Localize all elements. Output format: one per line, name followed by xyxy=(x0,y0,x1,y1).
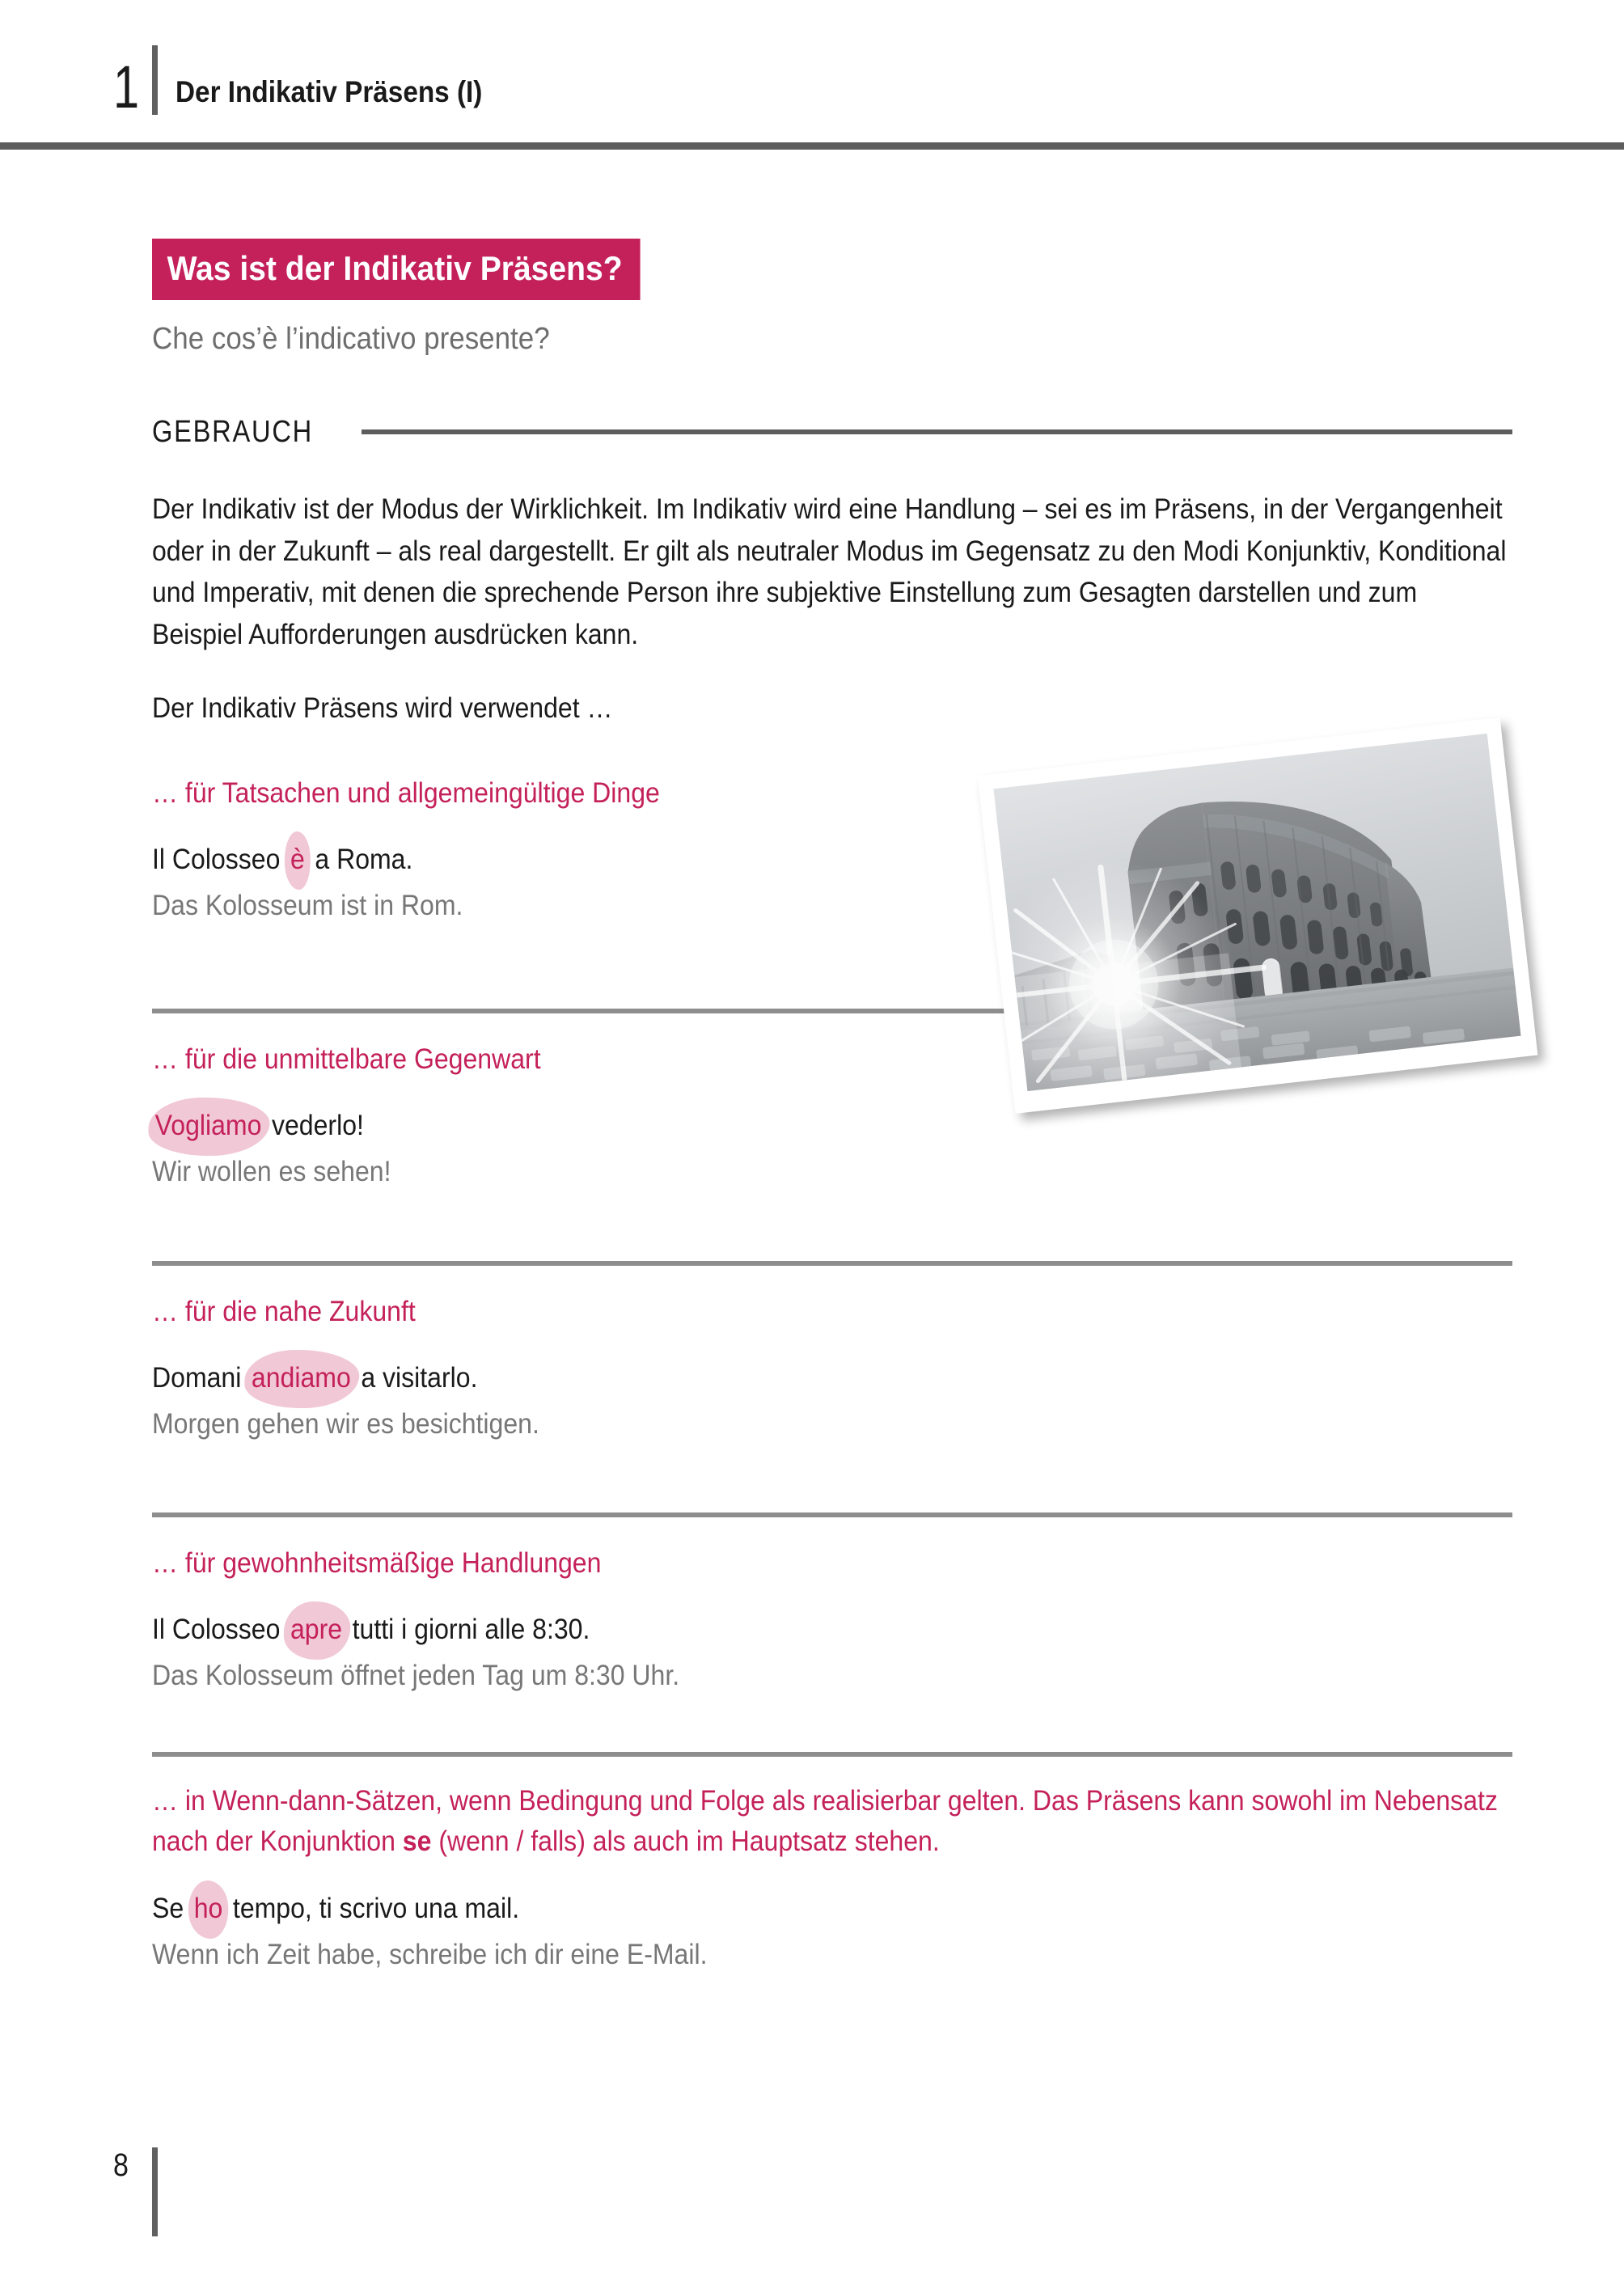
example-text-before: Il Colosseo xyxy=(152,843,288,875)
highlighted-verb: è xyxy=(287,841,307,879)
section-banner: Was ist der Indikativ Präsens? xyxy=(152,239,641,300)
chapter-title: Der Indikativ Präsens (I) xyxy=(176,75,483,108)
example-german: Das Kolosseum ist in Rom. xyxy=(152,889,463,921)
photo-image xyxy=(994,734,1521,1091)
usage-heading: … für die nahe Zukunft xyxy=(152,1295,416,1327)
example-german: Wir wollen es sehen! xyxy=(152,1156,391,1188)
usage-divider xyxy=(152,1752,1512,1757)
example-text-after: tempo, ti scrivo una mail. xyxy=(226,1893,520,1925)
example-text-before: Il Colosseo xyxy=(152,1614,288,1646)
example-text-after: vederlo! xyxy=(264,1110,364,1142)
example-text-before: Domani xyxy=(152,1361,249,1394)
chapter-number: 1 xyxy=(113,53,139,121)
usage-heading-conditional xyxy=(152,1781,1509,1861)
example-german: Das Kolosseum öffnet jeden Tag um 8:30 Uhr. xyxy=(152,1659,680,1691)
highlighted-verb: andiamo xyxy=(248,1360,353,1398)
usage-block xyxy=(152,1261,1512,1443)
page-footer xyxy=(113,2147,158,2236)
conditional-heading-part2: (wenn / falls) als auch im Hauptsatz stehen. xyxy=(431,1825,940,1857)
usage-divider xyxy=(152,1512,1512,1517)
example-text-after: tutti i giorni alle 8:30. xyxy=(345,1614,590,1646)
usage-block-conditional xyxy=(152,1752,1512,1974)
header-rule xyxy=(0,142,1624,150)
conditional-keyword: se xyxy=(402,1825,432,1857)
example-italian xyxy=(152,1611,1397,1649)
gebrauch-heading xyxy=(152,415,1512,450)
usage-heading: … für gewohnheitsmäßige Handlungen xyxy=(152,1547,602,1580)
example-text-before: Se xyxy=(152,1893,192,1925)
usage-heading: … für Tatsachen und allgemeingültige Dinge xyxy=(152,776,660,809)
example-text-after: a visitarlo. xyxy=(353,1361,478,1394)
gebrauch-label: GEBRAUCH xyxy=(152,414,313,449)
usage-block xyxy=(152,1512,1512,1694)
running-head xyxy=(113,42,517,121)
highlighted-verb: Vogliamo xyxy=(152,1107,264,1145)
example-text-after: a Roma. xyxy=(307,843,413,875)
example-german: Wenn ich Zeit habe, schreibe ich dir eine E-Mail. xyxy=(152,1939,708,1971)
colosseum-illustration xyxy=(994,734,1521,1091)
example-italian xyxy=(152,1360,1397,1398)
usage-divider xyxy=(152,1261,1512,1266)
gebrauch-rule xyxy=(362,429,1512,434)
page-number: 8 xyxy=(113,2147,129,2183)
usage-heading: … für die unmittelbare Gegenwart xyxy=(152,1043,541,1076)
highlighted-verb: apre xyxy=(287,1611,345,1649)
example-italian xyxy=(152,1890,1397,1928)
section-subtitle-italian: Che cos’è l’indicativo presente? xyxy=(152,322,550,356)
highlighted-verb: ho xyxy=(191,1890,226,1928)
example-german: Morgen gehen wir es besichtigen. xyxy=(152,1407,539,1440)
chapter-divider xyxy=(152,45,158,115)
colosseum-photo xyxy=(971,738,1561,1118)
conditional-heading-part1: … in Wenn-dann-Sätzen, wenn Bedingung und Folge als realisierbar gelten. Das Präsens kann sowohl im Nebensatz nach der Konjunktion xyxy=(152,1784,1498,1857)
intro-paragraph: Der Indikativ ist der Modus der Wirklichkeit. Im Indikativ wird eine Handlung – sei es im Präsens, in der Vergangenheit oder in der Zukunft – als real dargestellt. Er gilt als neutraler Modus im Gegensatz zu den Modi Konjunktiv, Konditional und Imperativ, mit denen die sprechende Person ihre subjektive Einstellung zum Gesagten darstellen und zum Beispiel Aufforderungen ausdrücken kann. xyxy=(152,493,1507,651)
footer-divider xyxy=(152,2147,158,2236)
photo-frame xyxy=(978,717,1538,1114)
intro-lead: Der Indikativ Präsens wird verwendet … xyxy=(152,692,613,724)
